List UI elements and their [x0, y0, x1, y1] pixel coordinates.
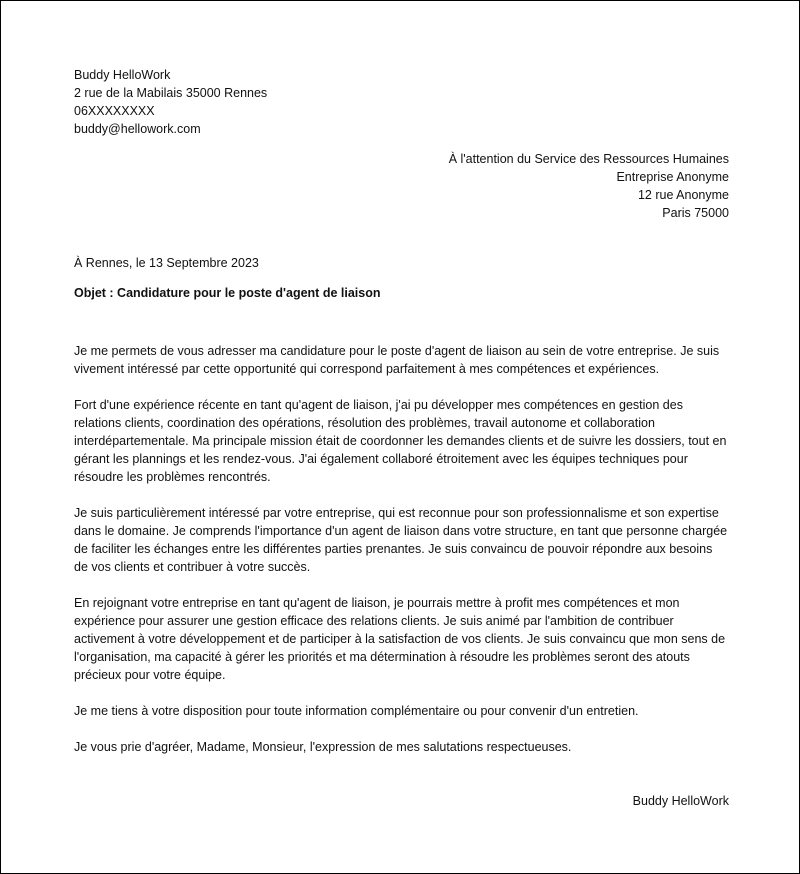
sender-block	[74, 66, 729, 138]
body-paragraph: Je me permets de vous adresser ma candidature pour le poste d'agent de liaison au sein de votre entreprise. Je suis vivement intéressé par cette opportunité qui correspond parfaitement à mes compétences et expériences.	[74, 344, 720, 376]
sender-name: Buddy HelloWork	[74, 68, 171, 82]
body-paragraph: Je vous prie d'agréer, Madame, Monsieur, l'expression de mes salutations respectueuses.	[74, 740, 572, 754]
body-paragraph: Je me tiens à votre disposition pour toute information complémentaire ou pour convenir d'un entretien.	[74, 704, 639, 718]
signature: Buddy HelloWork	[632, 794, 729, 808]
sender-phone: 06XXXXXXXX	[74, 104, 155, 118]
sender-email: buddy@hellowork.com	[74, 122, 201, 136]
subject-line: Objet : Candidature pour le poste d'agent de liaison	[74, 286, 381, 300]
sender-address: 2 rue de la Mabilais 35000 Rennes	[74, 86, 268, 100]
body-paragraph: En rejoignant votre entreprise en tant qu'agent de liaison, je pourrais mettre à profit mes compétences et mon expérience pour assurer une gestion efficace des relations clients. Je suis animé par l'ambition de contribuer activement à votre développement et de participer à la satisfaction de vos clients. Je suis convaincu que mon sens de l'organisation, ma capacité à gérer les priorités et ma détermination à résoudre les problèmes seront des atouts précieux pour votre équipe.	[74, 596, 726, 682]
recipient-attention: À l'attention du Service des Ressources Humaines	[448, 152, 729, 166]
recipient-street: 12 rue Anonyme	[637, 188, 729, 202]
body-paragraph: Fort d'une expérience récente en tant qu'agent de liaison, j'ai pu développer mes compétences en gestion des relations clients, coordination des opérations, résolution des problèmes, travail autonome et collaboration interdépartementale. Ma principale mission était de coordonner les demandes clients et de suivre les dossiers, tout en gérant les plannings et les rendez-vous. J'ai également collaboré étroitement avec les équipes techniques pour résoudre les problèmes rencontrés.	[74, 398, 727, 484]
date-line: À Rennes, le 13 Septembre 2023	[74, 256, 259, 270]
recipient-city: Paris 75000	[662, 206, 729, 220]
letter-body	[74, 342, 729, 774]
recipient-block	[74, 150, 729, 222]
recipient-company: Entreprise Anonyme	[616, 170, 729, 184]
body-paragraph: Je suis particulièrement intéressé par votre entreprise, qui est reconnue pour son professionnalisme et son expertise dans le domaine. Je comprends l'importance d'un agent de liaison dans votre structure, en tant que personne chargée de faciliter les échanges entre les différentes parties prenantes. Je suis convaincu de pouvoir répondre aux besoins de vos clients et contribuer à votre succès.	[74, 506, 728, 574]
